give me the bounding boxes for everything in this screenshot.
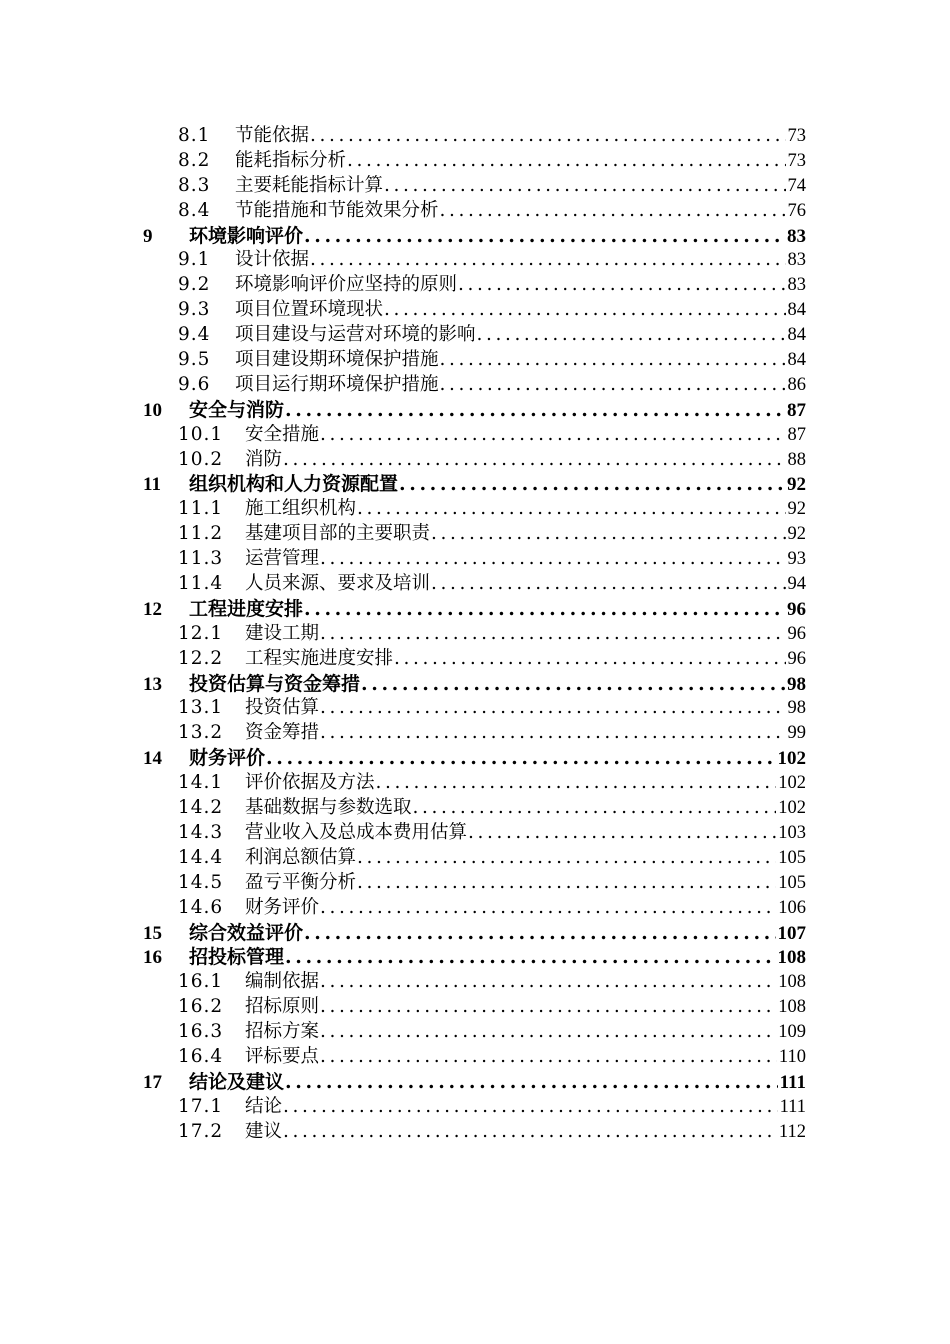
toc-entry-page: 102 bbox=[777, 748, 806, 770]
toc-leader-dots bbox=[284, 945, 775, 970]
toc-section-entry[interactable] bbox=[0, 547, 950, 572]
toc-leader-dots bbox=[476, 323, 786, 348]
toc-entry-number: 14.5 bbox=[178, 871, 224, 893]
toc-entry-title: 招投标管理 bbox=[189, 946, 285, 969]
toc-entry-number: 16.4 bbox=[178, 1045, 224, 1067]
toc-chapter-entry[interactable] bbox=[0, 224, 950, 249]
toc-section-entry[interactable] bbox=[0, 796, 950, 821]
toc-entry-page: 110 bbox=[778, 1046, 806, 1067]
toc-section-entry[interactable] bbox=[0, 572, 950, 597]
toc-entry-page: 102 bbox=[778, 773, 806, 794]
toc-section-entry[interactable] bbox=[0, 1020, 950, 1045]
toc-entry-number: 14.3 bbox=[178, 821, 224, 843]
toc-entry-number: 8.3 bbox=[178, 174, 211, 196]
toc-entry-title: 盈亏平衡分析 bbox=[245, 871, 357, 893]
toc-entry-page: 74 bbox=[787, 175, 806, 196]
toc-leader-dots bbox=[319, 995, 776, 1020]
toc-leader-dots bbox=[457, 273, 785, 298]
toc-entry-title: 项目建设期环境保护措施 bbox=[235, 349, 439, 371]
toc-section-entry[interactable] bbox=[0, 696, 950, 721]
toc-entry-page: 98 bbox=[787, 673, 806, 695]
toc-entry-title: 节能措施和节能效果分析 bbox=[235, 199, 439, 221]
toc-entry-number: 14.1 bbox=[178, 772, 224, 794]
toc-entry-title: 招标原则 bbox=[245, 996, 320, 1018]
toc-section-entry[interactable] bbox=[0, 846, 950, 871]
toc-leader-dots bbox=[319, 696, 785, 721]
toc-entry-page: 76 bbox=[787, 200, 806, 221]
toc-entry-number: 13.2 bbox=[178, 722, 224, 744]
toc-section-entry[interactable] bbox=[0, 348, 950, 373]
toc-entry-title: 资金筹措 bbox=[245, 722, 320, 744]
toc-entry-page: 96 bbox=[787, 648, 806, 669]
toc-section-entry[interactable] bbox=[0, 721, 950, 746]
toc-leader-dots bbox=[360, 672, 785, 697]
toc-entry-page: 99 bbox=[787, 723, 806, 744]
toc-entry-page: 83 bbox=[787, 225, 806, 247]
toc-entry-title: 消防 bbox=[245, 448, 283, 470]
toc-leader-dots bbox=[430, 522, 785, 547]
toc-entry-page: 84 bbox=[787, 325, 806, 346]
toc-leader-dots bbox=[319, 896, 776, 921]
toc-entry-number: 9.4 bbox=[178, 324, 211, 346]
toc-leader-dots bbox=[346, 149, 785, 174]
toc-section-entry[interactable] bbox=[0, 771, 950, 796]
toc-entry-number: 9 bbox=[143, 225, 153, 247]
toc-entry-number: 11.3 bbox=[178, 548, 224, 570]
toc-section-entry[interactable] bbox=[0, 497, 950, 522]
toc-entry-number: 9.1 bbox=[178, 249, 211, 271]
toc-entry-page: 109 bbox=[778, 1022, 806, 1043]
toc-entry-title: 环境影响评价 bbox=[189, 224, 304, 247]
toc-section-entry[interactable] bbox=[0, 199, 950, 224]
toc-leader-dots bbox=[393, 647, 785, 672]
toc-entry-page: 94 bbox=[787, 574, 806, 595]
toc-entry-page: 108 bbox=[778, 972, 806, 993]
toc-entry-number: 16.1 bbox=[178, 971, 224, 993]
toc-entry-title: 基础数据与参数选取 bbox=[245, 797, 412, 819]
toc-entry-title: 建设工期 bbox=[245, 622, 320, 644]
toc-entry-title: 投资估算 bbox=[245, 697, 320, 719]
toc-leader-dots bbox=[282, 448, 785, 473]
toc-entry-title: 综合效益评价 bbox=[189, 921, 304, 944]
toc-entry-number: 8.2 bbox=[178, 149, 211, 171]
toc-entry-title: 工程进度安排 bbox=[189, 597, 304, 620]
toc-leader-dots bbox=[356, 497, 785, 522]
toc-entry-title: 组织机构和人力资源配置 bbox=[189, 473, 399, 496]
toc-leader-dots bbox=[439, 199, 786, 224]
toc-entry-number: 9.5 bbox=[178, 349, 211, 371]
toc-entry-title: 投资估算与资金筹措 bbox=[189, 672, 361, 695]
toc-entry-number: 11.2 bbox=[178, 523, 224, 545]
toc-entry-title: 设计依据 bbox=[235, 249, 310, 271]
toc-leader-dots bbox=[303, 921, 775, 946]
toc-entry-page: 87 bbox=[787, 424, 806, 445]
toc-section-entry[interactable] bbox=[0, 423, 950, 448]
toc-entry-title: 能耗指标分析 bbox=[235, 149, 347, 171]
toc-entry-title: 建议 bbox=[245, 1120, 283, 1142]
toc-entry-number: 10.2 bbox=[178, 448, 224, 470]
toc-entry-page: 108 bbox=[777, 947, 806, 969]
toc-entry-number: 11.4 bbox=[178, 573, 224, 595]
toc-leader-dots bbox=[467, 821, 776, 846]
toc-entry-page: 103 bbox=[778, 822, 806, 843]
toc-entry-title: 环境影响评价应坚持的原则 bbox=[235, 274, 458, 296]
toc-leader-dots bbox=[319, 1020, 776, 1045]
toc-leader-dots bbox=[398, 472, 785, 497]
toc-entry-page: 83 bbox=[787, 275, 806, 296]
toc-section-entry[interactable] bbox=[0, 1095, 950, 1120]
toc-entry-title: 主要耗能指标计算 bbox=[235, 174, 384, 196]
toc-leader-dots bbox=[303, 597, 785, 622]
toc-chapter-entry[interactable] bbox=[0, 746, 950, 771]
toc-entry-title: 结论 bbox=[245, 1095, 283, 1117]
toc-entry-title: 项目运行期环境保护措施 bbox=[235, 373, 439, 395]
toc-entry-page: 92 bbox=[787, 524, 806, 545]
toc-entry-number: 16.2 bbox=[178, 996, 224, 1018]
toc-section-entry[interactable] bbox=[0, 174, 950, 199]
toc-entry-number: 9.6 bbox=[178, 373, 211, 395]
toc-entry-page: 73 bbox=[787, 126, 806, 146]
toc-entry-number: 13 bbox=[143, 673, 162, 695]
toc-entry-number: 13.1 bbox=[178, 697, 224, 719]
toc-entry-number: 12.2 bbox=[178, 647, 224, 669]
toc-entry-title: 人员来源、要求及培训 bbox=[245, 573, 431, 595]
toc-section-entry[interactable] bbox=[0, 522, 950, 547]
toc-entry-page: 112 bbox=[778, 1121, 806, 1142]
toc-entry-title: 结论及建议 bbox=[189, 1070, 285, 1093]
table-of-contents bbox=[0, 124, 950, 1145]
toc-entry-number: 9.3 bbox=[178, 299, 211, 321]
toc-entry-title: 安全措施 bbox=[245, 423, 320, 445]
toc-section-entry[interactable] bbox=[0, 448, 950, 473]
toc-entry-number: 11 bbox=[143, 474, 161, 496]
toc-section-entry[interactable] bbox=[0, 248, 950, 273]
toc-leader-dots bbox=[319, 547, 785, 572]
toc-entry-page: 84 bbox=[787, 350, 806, 371]
toc-leader-dots bbox=[265, 746, 775, 771]
toc-leader-dots bbox=[282, 1095, 778, 1120]
toc-entry-title: 运营管理 bbox=[245, 548, 320, 570]
toc-entry-number: 10.1 bbox=[178, 423, 224, 445]
toc-entry-number: 14 bbox=[143, 748, 162, 770]
toc-entry-page: 108 bbox=[778, 997, 806, 1018]
toc-entry-number: 14.4 bbox=[178, 846, 224, 868]
toc-entry-number: 17.2 bbox=[178, 1120, 224, 1142]
toc-entry-title: 节能依据 bbox=[235, 125, 310, 146]
toc-entry-number: 9.2 bbox=[178, 274, 211, 296]
toc-entry-title: 评标要点 bbox=[245, 1045, 320, 1067]
toc-entry-title: 利润总额估算 bbox=[245, 846, 357, 868]
toc-section-entry[interactable] bbox=[0, 373, 950, 398]
toc-entry-page: 111 bbox=[779, 1096, 806, 1117]
toc-entry-title: 营业收入及总成本费用估算 bbox=[245, 821, 468, 843]
toc-entry-page: 106 bbox=[778, 897, 806, 918]
toc-entry-number: 17 bbox=[143, 1071, 162, 1093]
toc-entry-page: 86 bbox=[787, 374, 806, 395]
toc-entry-title: 项目位置环境现状 bbox=[235, 299, 384, 321]
toc-section-entry[interactable] bbox=[0, 149, 950, 174]
toc-leader-dots bbox=[309, 248, 785, 273]
toc-leader-dots bbox=[319, 1045, 777, 1070]
toc-entry-number: 16.3 bbox=[178, 1021, 224, 1043]
toc-entry-title: 财务评价 bbox=[245, 896, 320, 918]
toc-entry-page: 98 bbox=[787, 698, 806, 719]
toc-leader-dots bbox=[284, 1070, 778, 1095]
toc-entry-page: 105 bbox=[778, 872, 806, 893]
toc-leader-dots bbox=[284, 398, 785, 423]
toc-entry-number: 16 bbox=[143, 947, 162, 969]
toc-section-entry[interactable] bbox=[0, 323, 950, 348]
toc-entry-number: 12 bbox=[143, 598, 162, 620]
toc-chapter-entry[interactable] bbox=[0, 921, 950, 946]
toc-entry-number: 8.4 bbox=[178, 199, 211, 221]
toc-entry-page: 92 bbox=[787, 499, 806, 520]
toc-entry-page: 105 bbox=[778, 847, 806, 868]
toc-leader-dots bbox=[319, 970, 776, 995]
toc-entry-page: 102 bbox=[778, 798, 806, 819]
toc-section-entry[interactable] bbox=[0, 622, 950, 647]
toc-leader-dots bbox=[303, 224, 785, 249]
toc-entry-number: 14.6 bbox=[178, 896, 224, 918]
toc-section-entry[interactable] bbox=[0, 1120, 950, 1145]
toc-leader-dots bbox=[282, 1120, 777, 1145]
toc-leader-dots bbox=[439, 348, 786, 373]
toc-entry-title: 项目建设与运营对环境的影响 bbox=[235, 324, 476, 346]
toc-entry-page: 87 bbox=[787, 399, 806, 421]
toc-chapter-entry[interactable] bbox=[0, 398, 950, 423]
toc-section-entry[interactable] bbox=[0, 821, 950, 846]
toc-leader-dots bbox=[430, 572, 785, 597]
toc-entry-number: 12.1 bbox=[178, 622, 224, 644]
toc-section-entry[interactable] bbox=[0, 871, 950, 896]
toc-entry-number: 10 bbox=[143, 399, 162, 421]
toc-chapter-entry[interactable] bbox=[0, 945, 950, 970]
toc-section-entry[interactable] bbox=[0, 896, 950, 921]
toc-entry-number: 14.2 bbox=[178, 797, 224, 819]
toc-entry-title: 评价依据及方法 bbox=[245, 772, 375, 794]
toc-leader-dots bbox=[412, 796, 777, 821]
toc-entry-page: 88 bbox=[787, 449, 806, 470]
toc-entry-title: 工程实施进度安排 bbox=[245, 647, 394, 669]
toc-leader-dots bbox=[319, 721, 785, 746]
toc-entry-page: 83 bbox=[787, 250, 806, 271]
toc-leader-dots bbox=[356, 871, 776, 896]
toc-chapter-entry[interactable] bbox=[0, 597, 950, 622]
toc-leader-dots bbox=[383, 298, 785, 323]
toc-entry-title: 编制依据 bbox=[245, 971, 320, 993]
toc-chapter-entry[interactable] bbox=[0, 672, 950, 697]
toc-entry-page: 73 bbox=[787, 150, 806, 171]
toc-entry-page: 92 bbox=[787, 474, 806, 496]
toc-entry-title: 安全与消防 bbox=[189, 398, 285, 421]
toc-section-entry[interactable] bbox=[0, 647, 950, 672]
toc-entry-page: 93 bbox=[787, 549, 806, 570]
toc-entry-page: 84 bbox=[787, 300, 806, 321]
toc-leader-dots bbox=[356, 846, 776, 871]
toc-entry-title: 财务评价 bbox=[189, 747, 266, 770]
toc-leader-dots bbox=[383, 174, 785, 199]
toc-entry-page: 96 bbox=[787, 598, 806, 620]
toc-section-entry[interactable] bbox=[0, 273, 950, 298]
toc-section-entry[interactable] bbox=[0, 1045, 950, 1070]
toc-section-entry[interactable] bbox=[0, 124, 950, 149]
toc-leader-dots bbox=[309, 124, 785, 149]
toc-entry-title: 招标方案 bbox=[245, 1021, 320, 1043]
toc-entry-number: 8.1 bbox=[178, 125, 211, 146]
toc-entry-number: 17.1 bbox=[178, 1095, 224, 1117]
toc-entry-page: 111 bbox=[779, 1071, 806, 1093]
toc-entry-title: 基建项目部的主要职责 bbox=[245, 523, 431, 545]
toc-section-entry[interactable] bbox=[0, 970, 950, 995]
toc-leader-dots bbox=[319, 423, 785, 448]
toc-leader-dots bbox=[375, 771, 777, 796]
toc-entry-page: 96 bbox=[787, 623, 806, 644]
toc-chapter-entry[interactable] bbox=[0, 1070, 950, 1095]
toc-section-entry[interactable] bbox=[0, 995, 950, 1020]
toc-entry-number: 15 bbox=[143, 922, 162, 944]
toc-leader-dots bbox=[439, 373, 786, 398]
toc-chapter-entry[interactable] bbox=[0, 472, 950, 497]
toc-leader-dots bbox=[319, 622, 785, 647]
toc-entry-number: 11.1 bbox=[178, 498, 224, 520]
toc-section-entry[interactable] bbox=[0, 298, 950, 323]
toc-entry-title: 施工组织机构 bbox=[245, 498, 357, 520]
toc-entry-page: 107 bbox=[777, 922, 806, 944]
